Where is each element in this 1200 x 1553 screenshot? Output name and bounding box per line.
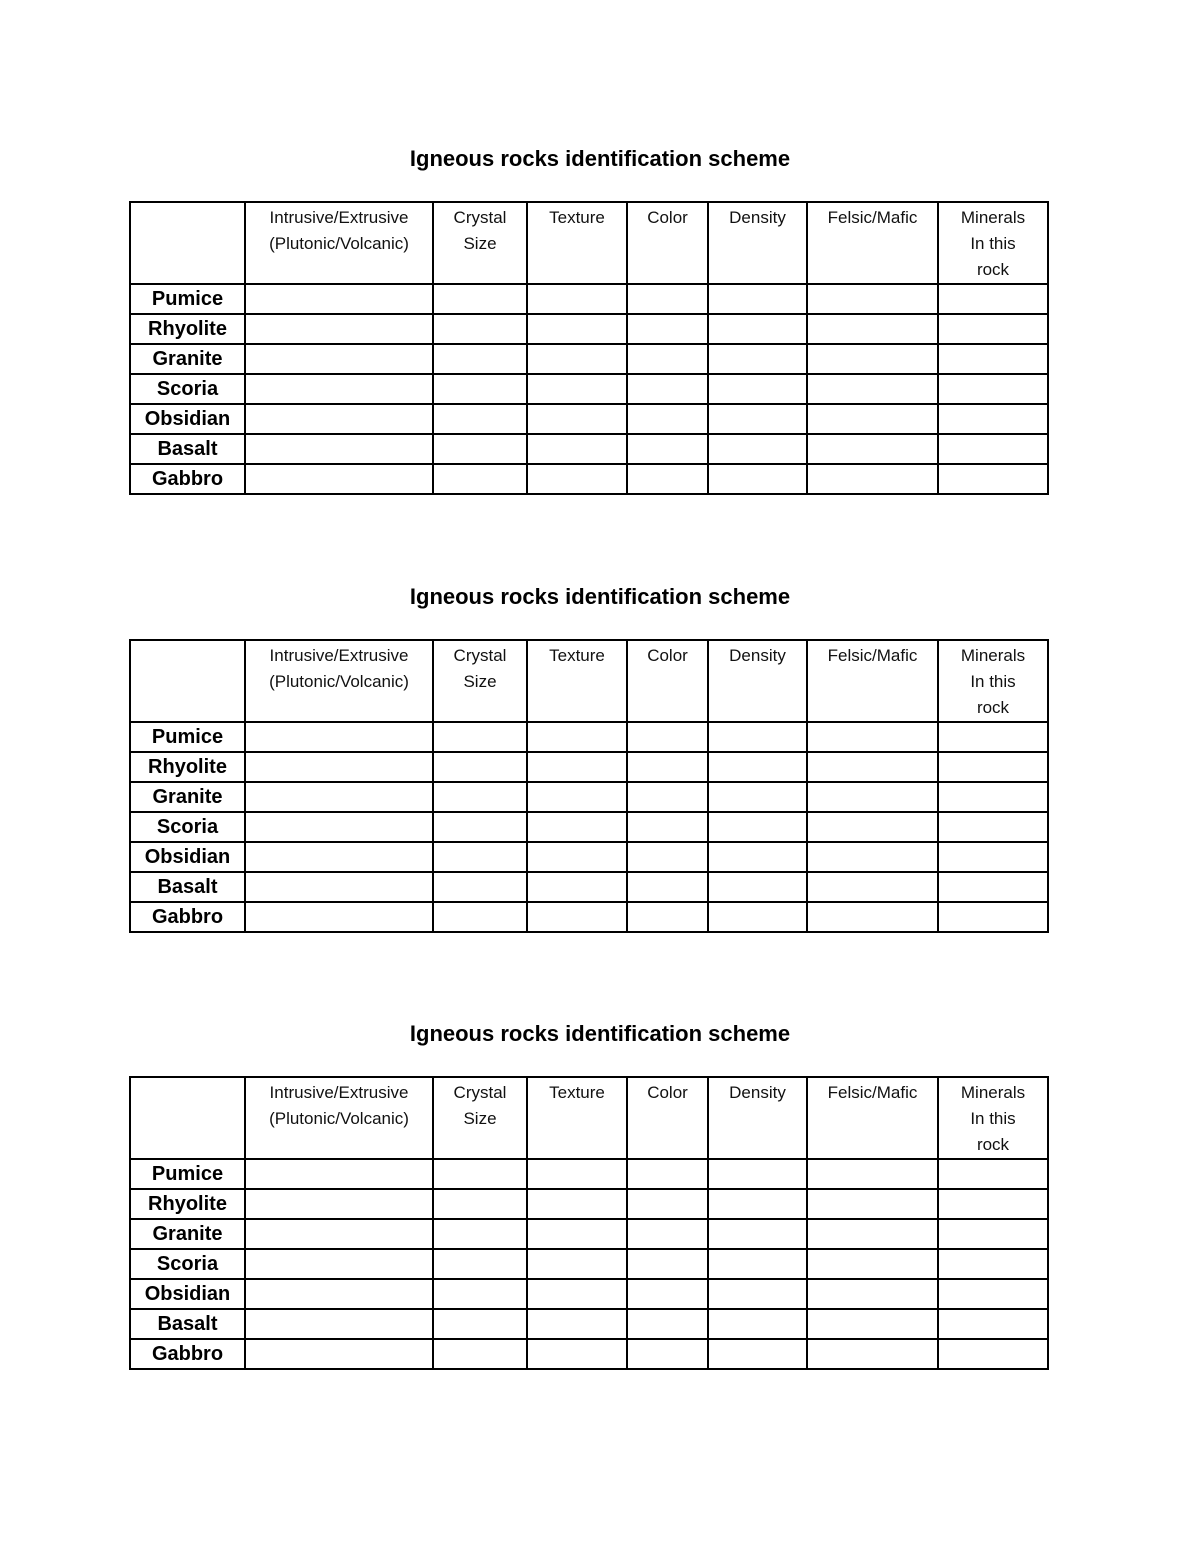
blank-answer-cell[interactable] xyxy=(938,1279,1048,1309)
blank-answer-cell[interactable] xyxy=(938,404,1048,434)
blank-answer-cell[interactable] xyxy=(627,344,708,374)
blank-answer-cell[interactable] xyxy=(708,314,807,344)
blank-answer-cell[interactable] xyxy=(527,1249,627,1279)
blank-answer-cell[interactable] xyxy=(433,872,527,902)
blank-answer-cell[interactable] xyxy=(938,374,1048,404)
rock-name-label: Basalt xyxy=(130,872,245,902)
blank-answer-cell[interactable] xyxy=(938,1249,1048,1279)
table-row xyxy=(130,374,1048,404)
column-header-text: Intrusive/Extrusive xyxy=(269,1083,409,1102)
blank-answer-cell[interactable] xyxy=(708,812,807,842)
column-header xyxy=(938,640,1048,722)
blank-answer-cell[interactable] xyxy=(433,314,527,344)
table-row xyxy=(130,722,1048,752)
blank-answer-cell[interactable] xyxy=(433,1219,527,1249)
blank-answer-cell[interactable] xyxy=(807,1159,938,1189)
blank-answer-cell[interactable] xyxy=(527,1279,627,1309)
identification-table xyxy=(129,1076,1049,1370)
rock-name-label: Obsidian xyxy=(130,842,245,872)
blank-answer-cell[interactable] xyxy=(245,1309,433,1339)
blank-answer-cell[interactable] xyxy=(807,464,938,494)
blank-answer-cell[interactable] xyxy=(807,314,938,344)
column-header xyxy=(938,1077,1048,1159)
blank-answer-cell[interactable] xyxy=(527,1219,627,1249)
blank-answer-cell[interactable] xyxy=(627,1339,708,1369)
column-header xyxy=(708,1077,807,1159)
blank-answer-cell[interactable] xyxy=(245,434,433,464)
table-row xyxy=(130,464,1048,494)
column-header-text: rock xyxy=(976,698,1010,717)
blank-answer-cell[interactable] xyxy=(627,722,708,752)
blank-answer-cell[interactable] xyxy=(708,464,807,494)
table-row xyxy=(130,1309,1048,1339)
blank-answer-cell[interactable] xyxy=(245,1219,433,1249)
column-header-text: Crystal xyxy=(453,646,507,665)
blank-answer-cell[interactable] xyxy=(527,284,627,314)
column-header-text: Felsic/Mafic xyxy=(827,1083,918,1102)
blank-answer-cell[interactable] xyxy=(627,1249,708,1279)
table-row xyxy=(130,1339,1048,1369)
table-row xyxy=(130,344,1048,374)
rock-name-label: Obsidian xyxy=(130,1279,245,1309)
blank-answer-cell[interactable] xyxy=(627,902,708,932)
blank-answer-cell[interactable] xyxy=(938,842,1048,872)
blank-answer-cell[interactable] xyxy=(807,872,938,902)
rock-name-label: Gabbro xyxy=(130,902,245,932)
column-header xyxy=(245,1077,433,1159)
blank-answer-cell[interactable] xyxy=(433,752,527,782)
column-header xyxy=(807,1077,938,1159)
blank-answer-cell[interactable] xyxy=(527,1339,627,1369)
column-header-text: Texture xyxy=(549,1083,605,1102)
blank-answer-cell[interactable] xyxy=(245,812,433,842)
blank-answer-cell[interactable] xyxy=(433,842,527,872)
blank-answer-cell[interactable] xyxy=(245,842,433,872)
blank-answer-cell[interactable] xyxy=(807,812,938,842)
rock-name-label: Basalt xyxy=(130,1309,245,1339)
column-header-text: rock xyxy=(976,260,1010,279)
blank-answer-cell[interactable] xyxy=(527,842,627,872)
blank-answer-cell[interactable] xyxy=(433,344,527,374)
blank-answer-cell[interactable] xyxy=(807,1249,938,1279)
blank-answer-cell[interactable] xyxy=(527,752,627,782)
blank-answer-cell[interactable] xyxy=(938,344,1048,374)
column-header-text: Density xyxy=(729,1083,786,1102)
table-row xyxy=(130,872,1048,902)
blank-answer-cell[interactable] xyxy=(708,842,807,872)
blank-answer-cell[interactable] xyxy=(527,812,627,842)
column-header-text: Size xyxy=(463,672,497,691)
column-header-text: Minerals xyxy=(960,208,1026,227)
blank-answer-cell[interactable] xyxy=(433,434,527,464)
blank-answer-cell[interactable] xyxy=(807,1219,938,1249)
table-row xyxy=(130,752,1048,782)
header-corner-cell xyxy=(130,640,245,722)
blank-answer-cell[interactable] xyxy=(807,842,938,872)
blank-answer-cell[interactable] xyxy=(807,1339,938,1369)
column-header-text: Intrusive/Extrusive xyxy=(269,208,409,227)
blank-answer-cell[interactable] xyxy=(627,374,708,404)
column-header-text: Size xyxy=(463,1109,497,1128)
blank-answer-cell[interactable] xyxy=(708,1279,807,1309)
rock-name-label: Basalt xyxy=(130,434,245,464)
column-header-text: In this xyxy=(970,672,1016,691)
rock-name-label: Scoria xyxy=(130,374,245,404)
column-header-text: (Plutonic/Volcanic) xyxy=(269,1109,409,1128)
blank-answer-cell[interactable] xyxy=(245,1339,433,1369)
blank-answer-cell[interactable] xyxy=(245,872,433,902)
blank-answer-cell[interactable] xyxy=(807,434,938,464)
identification-table xyxy=(129,201,1049,495)
blank-answer-cell[interactable] xyxy=(627,812,708,842)
blank-answer-cell[interactable] xyxy=(433,722,527,752)
header-row xyxy=(130,1077,1048,1159)
column-header xyxy=(708,202,807,284)
column-header-text: Density xyxy=(729,208,786,227)
blank-answer-cell[interactable] xyxy=(938,1309,1048,1339)
blank-answer-cell[interactable] xyxy=(245,374,433,404)
blank-answer-cell[interactable] xyxy=(433,1309,527,1339)
blank-answer-cell[interactable] xyxy=(807,722,938,752)
blank-answer-cell[interactable] xyxy=(627,872,708,902)
column-header-text: (Plutonic/Volcanic) xyxy=(269,234,409,253)
column-header-text: In this xyxy=(970,1109,1016,1128)
column-header-text: Intrusive/Extrusive xyxy=(269,646,409,665)
blank-answer-cell[interactable] xyxy=(433,1279,527,1309)
rock-name-label: Scoria xyxy=(130,1249,245,1279)
blank-answer-cell[interactable] xyxy=(938,434,1048,464)
table-row xyxy=(130,434,1048,464)
column-header xyxy=(627,202,708,284)
blank-answer-cell[interactable] xyxy=(807,284,938,314)
section-title: Igneous rocks identification scheme xyxy=(409,1021,791,1046)
blank-answer-cell[interactable] xyxy=(708,374,807,404)
blank-answer-cell[interactable] xyxy=(708,1159,807,1189)
blank-answer-cell[interactable] xyxy=(708,1339,807,1369)
blank-answer-cell[interactable] xyxy=(527,722,627,752)
blank-answer-cell[interactable] xyxy=(245,404,433,434)
rock-name-label: Rhyolite xyxy=(130,752,245,782)
blank-answer-cell[interactable] xyxy=(245,314,433,344)
blank-answer-cell[interactable] xyxy=(527,1159,627,1189)
rock-name-label: Obsidian xyxy=(130,404,245,434)
column-header xyxy=(627,1077,708,1159)
rock-name-label: Pumice xyxy=(130,284,245,314)
blank-answer-cell[interactable] xyxy=(627,314,708,344)
blank-answer-cell[interactable] xyxy=(527,782,627,812)
blank-answer-cell[interactable] xyxy=(433,1339,527,1369)
blank-answer-cell[interactable] xyxy=(807,1279,938,1309)
column-header xyxy=(807,640,938,722)
column-header xyxy=(433,202,527,284)
column-header xyxy=(627,640,708,722)
table-row xyxy=(130,1249,1048,1279)
blank-answer-cell[interactable] xyxy=(433,782,527,812)
blank-answer-cell[interactable] xyxy=(433,464,527,494)
rock-name-label: Granite xyxy=(130,782,245,812)
blank-answer-cell[interactable] xyxy=(708,284,807,314)
table-row xyxy=(130,1219,1048,1249)
blank-answer-cell[interactable] xyxy=(527,1189,627,1219)
table-row xyxy=(130,1189,1048,1219)
column-header-text: Felsic/Mafic xyxy=(827,208,918,227)
table-row xyxy=(130,842,1048,872)
blank-answer-cell[interactable] xyxy=(807,404,938,434)
table-row xyxy=(130,782,1048,812)
blank-answer-cell[interactable] xyxy=(433,1249,527,1279)
blank-answer-cell[interactable] xyxy=(938,284,1048,314)
column-header-text: Color xyxy=(647,1083,688,1102)
column-header xyxy=(245,640,433,722)
blank-answer-cell[interactable] xyxy=(245,1279,433,1309)
rock-name-label: Pumice xyxy=(130,722,245,752)
column-header-text: Texture xyxy=(549,208,605,227)
blank-answer-cell[interactable] xyxy=(708,782,807,812)
blank-answer-cell[interactable] xyxy=(527,404,627,434)
table-row xyxy=(130,314,1048,344)
rock-name-label: Pumice xyxy=(130,1159,245,1189)
blank-answer-cell[interactable] xyxy=(627,1279,708,1309)
blank-answer-cell[interactable] xyxy=(245,902,433,932)
blank-answer-cell[interactable] xyxy=(708,722,807,752)
blank-answer-cell[interactable] xyxy=(708,872,807,902)
table-row xyxy=(130,902,1048,932)
blank-answer-cell[interactable] xyxy=(245,1249,433,1279)
column-header-text: rock xyxy=(976,1135,1010,1154)
blank-answer-cell[interactable] xyxy=(807,344,938,374)
header-corner-cell xyxy=(130,202,245,284)
blank-answer-cell[interactable] xyxy=(708,1249,807,1279)
blank-answer-cell[interactable] xyxy=(708,1189,807,1219)
blank-answer-cell[interactable] xyxy=(627,752,708,782)
blank-answer-cell[interactable] xyxy=(245,344,433,374)
column-header-text: In this xyxy=(970,234,1016,253)
blank-answer-cell[interactable] xyxy=(527,374,627,404)
blank-answer-cell[interactable] xyxy=(708,1309,807,1339)
column-header-text: (Plutonic/Volcanic) xyxy=(269,672,409,691)
column-header-text: Felsic/Mafic xyxy=(827,646,918,665)
blank-answer-cell[interactable] xyxy=(807,1309,938,1339)
blank-answer-cell[interactable] xyxy=(807,902,938,932)
blank-answer-cell[interactable] xyxy=(245,722,433,752)
column-header xyxy=(527,640,627,722)
column-header-text: Density xyxy=(729,646,786,665)
blank-answer-cell[interactable] xyxy=(938,1159,1048,1189)
blank-answer-cell[interactable] xyxy=(627,434,708,464)
table-row xyxy=(130,1159,1048,1189)
rock-name-label: Rhyolite xyxy=(130,314,245,344)
blank-answer-cell[interactable] xyxy=(708,752,807,782)
blank-answer-cell[interactable] xyxy=(938,1189,1048,1219)
blank-answer-cell[interactable] xyxy=(627,782,708,812)
blank-answer-cell[interactable] xyxy=(627,464,708,494)
rock-name-label: Granite xyxy=(130,344,245,374)
blank-answer-cell[interactable] xyxy=(245,1159,433,1189)
column-header-text: Crystal xyxy=(453,1083,507,1102)
blank-answer-cell[interactable] xyxy=(807,782,938,812)
blank-answer-cell[interactable] xyxy=(627,284,708,314)
blank-answer-cell[interactable] xyxy=(433,374,527,404)
blank-answer-cell[interactable] xyxy=(627,1309,708,1339)
blank-answer-cell[interactable] xyxy=(807,1189,938,1219)
table-row xyxy=(130,404,1048,434)
header-corner-cell xyxy=(130,1077,245,1159)
blank-answer-cell[interactable] xyxy=(527,344,627,374)
blank-answer-cell[interactable] xyxy=(433,404,527,434)
blank-answer-cell[interactable] xyxy=(627,1189,708,1219)
rock-name-label: Rhyolite xyxy=(130,1189,245,1219)
blank-answer-cell[interactable] xyxy=(938,1339,1048,1369)
blank-answer-cell[interactable] xyxy=(627,404,708,434)
blank-answer-cell[interactable] xyxy=(938,752,1048,782)
column-header-text: Minerals xyxy=(960,646,1026,665)
blank-answer-cell[interactable] xyxy=(807,374,938,404)
column-header xyxy=(433,640,527,722)
blank-answer-cell[interactable] xyxy=(708,1219,807,1249)
blank-answer-cell[interactable] xyxy=(245,752,433,782)
column-header xyxy=(807,202,938,284)
identification-table xyxy=(129,639,1049,933)
table-row xyxy=(130,284,1048,314)
blank-answer-cell[interactable] xyxy=(433,1189,527,1219)
blank-answer-cell[interactable] xyxy=(938,902,1048,932)
blank-answer-cell[interactable] xyxy=(708,344,807,374)
rock-name-label: Scoria xyxy=(130,812,245,842)
column-header xyxy=(527,1077,627,1159)
column-header xyxy=(938,202,1048,284)
section-title: Igneous rocks identification scheme xyxy=(409,146,791,171)
blank-answer-cell[interactable] xyxy=(527,1309,627,1339)
blank-answer-cell[interactable] xyxy=(938,314,1048,344)
column-header-text: Color xyxy=(647,208,688,227)
blank-answer-cell[interactable] xyxy=(627,1159,708,1189)
column-header-text: Size xyxy=(463,234,497,253)
blank-answer-cell[interactable] xyxy=(527,464,627,494)
table-row xyxy=(130,1279,1048,1309)
column-header-text: Texture xyxy=(549,646,605,665)
column-header-text: Minerals xyxy=(960,1083,1026,1102)
blank-answer-cell[interactable] xyxy=(938,812,1048,842)
header-row xyxy=(130,640,1048,722)
blank-answer-cell[interactable] xyxy=(708,404,807,434)
blank-answer-cell[interactable] xyxy=(938,1219,1048,1249)
blank-answer-cell[interactable] xyxy=(807,752,938,782)
column-header xyxy=(433,1077,527,1159)
blank-answer-cell[interactable] xyxy=(245,284,433,314)
blank-answer-cell[interactable] xyxy=(433,284,527,314)
column-header xyxy=(527,202,627,284)
blank-answer-cell[interactable] xyxy=(527,902,627,932)
blank-answer-cell[interactable] xyxy=(527,314,627,344)
column-header xyxy=(708,640,807,722)
header-row xyxy=(130,202,1048,284)
blank-answer-cell[interactable] xyxy=(708,434,807,464)
section-title: Igneous rocks identification scheme xyxy=(409,584,791,609)
blank-answer-cell[interactable] xyxy=(938,782,1048,812)
blank-answer-cell[interactable] xyxy=(938,872,1048,902)
rock-name-label: Gabbro xyxy=(130,464,245,494)
rock-name-label: Gabbro xyxy=(130,1339,245,1369)
blank-answer-cell[interactable] xyxy=(245,782,433,812)
column-header xyxy=(245,202,433,284)
blank-answer-cell[interactable] xyxy=(938,464,1048,494)
blank-answer-cell[interactable] xyxy=(433,812,527,842)
column-header-text: Crystal xyxy=(453,208,507,227)
blank-answer-cell[interactable] xyxy=(527,872,627,902)
blank-answer-cell[interactable] xyxy=(627,842,708,872)
blank-answer-cell[interactable] xyxy=(527,434,627,464)
blank-answer-cell[interactable] xyxy=(627,1219,708,1249)
blank-answer-cell[interactable] xyxy=(245,464,433,494)
table-row xyxy=(130,812,1048,842)
blank-answer-cell[interactable] xyxy=(433,902,527,932)
blank-answer-cell[interactable] xyxy=(433,1159,527,1189)
blank-answer-cell[interactable] xyxy=(708,902,807,932)
column-header-text: Color xyxy=(647,646,688,665)
rock-name-label: Granite xyxy=(130,1219,245,1249)
blank-answer-cell[interactable] xyxy=(938,722,1048,752)
blank-answer-cell[interactable] xyxy=(245,1189,433,1219)
